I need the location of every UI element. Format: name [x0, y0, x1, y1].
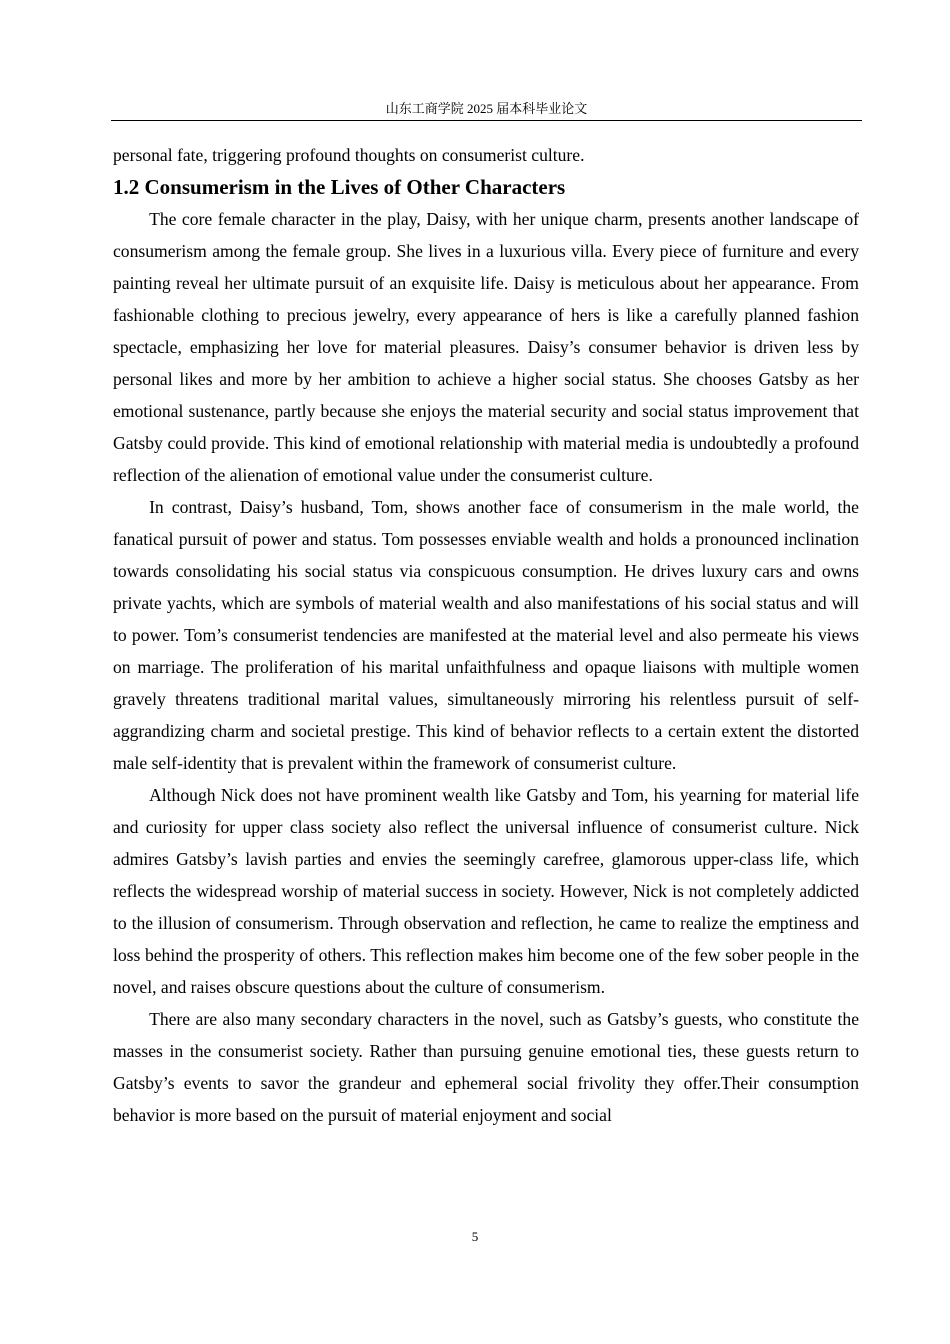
paragraph-nick: Although Nick does not have prominent wealth like Gatsby and Tom, his yearning for material life and curiosity for upper class society also reflect the universal influence of consumerist culture. Nick admires Gatsby’s lavish parties and envies the seemingly carefree, glamorous upper-class life, which reflects the widespread worship of material success in society. However, Nick is not completely addicted to the illusion of consumerism. Through observation and reflection, he came to realize the emptiness and loss behind the prosperity of others. This reflection makes him become one of the few sober people in the novel, and raises obscure questions about the culture of consumerism.: [113, 785, 859, 997]
paragraph-secondary-characters: There are also many secondary characters in the novel, such as Gatsby’s guests, who constitute the masses in the consumerist society. Rather than pursuing genuine emotional ties, these guests return to Gatsby’s events to savor the grandeur and ephemeral social frivolity they offer.Their consumption behavior is more based on the pursuit of material enjoyment and social: [113, 1009, 859, 1125]
continuation-text: personal fate, triggering profound thoughts on consumerist culture.: [113, 145, 585, 165]
header-rule: [111, 120, 862, 121]
section-heading: 1.2 Consumerism in the Lives of Other Characters: [113, 175, 566, 199]
paragraph-tom: In contrast, Daisy’s husband, Tom, shows another face of consumerism in the male world, the fanatical pursuit of power and status. Tom possesses enviable wealth and holds a pronounced inclination towards consolidating his social status via conspicuous consumption. He drives luxury cars and owns private yachts, which are symbols of material wealth and also manifestations of his social status and will to power. Tom’s consumerist tendencies are manifested at the material level and also permeate his views on marriage. The proliferation of his marital unfaithfulness and opaque liaisons with multiple women gravely threatens traditional marital values, simultaneously mirroring his relentless pursuit of self-aggrandizing charm and societal prestige. This kind of behavior reflects to a certain extent the distorted male self-identity that is prevalent within the framework of consumerist culture.: [113, 497, 859, 773]
paragraph-daisy: The core female character in the play, Daisy, with her unique charm, presents another landscape of consumerism among the female group. She lives in a luxurious villa. Every piece of furniture and every painting reveal her ultimate pursuit of an exquisite life. Daisy is meticulous about her appearance. From fashionable clothing to precious jewelry, every appearance of hers is like a carefully planned fashion spectacle, emphasizing her love for material pleasures. Daisy’s consumer behavior is driven less by personal likes and more by her ambition to achieve a higher social status. She chooses Gatsby as her emotional sustenance, partly because she enjoys the material security and social status improvement that Gatsby could provide. This kind of emotional relationship with material media is undoubtedly a profound reflection of the alienation of emotional value under the consumerist culture.: [113, 209, 859, 485]
page-body: [113, 139, 859, 1131]
running-header: 山东工商学院 2025 届本科毕业论文: [385, 101, 588, 116]
page-number: 5: [471, 1229, 479, 1244]
